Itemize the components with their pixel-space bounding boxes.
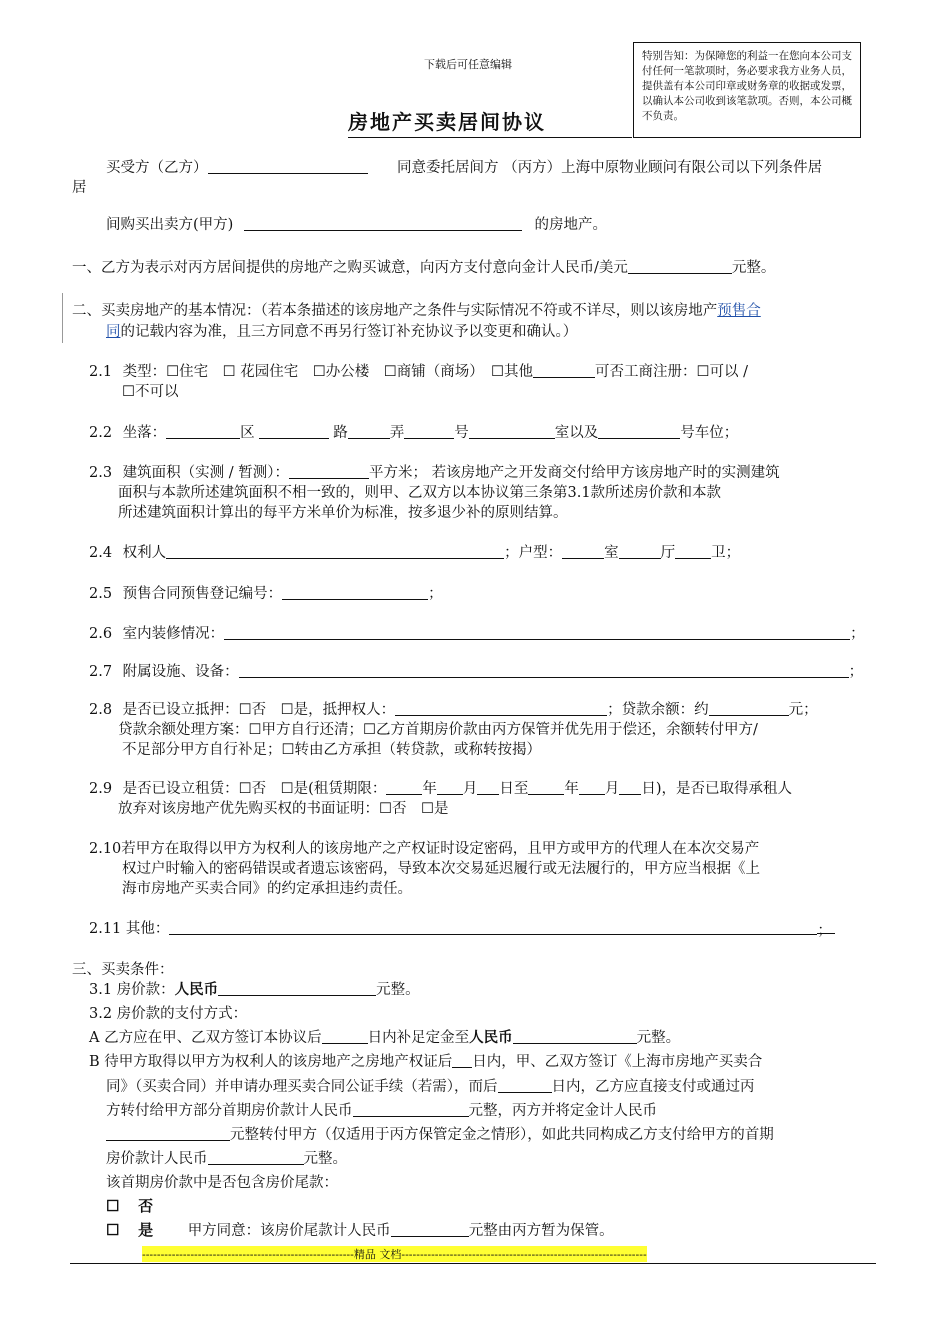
- loan-balance-unit: 元；: [788, 702, 818, 718]
- section-1-text: 一、乙方为表示对丙方居间提供的房地产之购买诚意，向丙方支付意向金计人民币/美元: [72, 260, 628, 276]
- clause-b-text-4: 日内，乙方应直接支付或通过丙: [551, 1079, 755, 1095]
- halls-label: 厅: [660, 545, 676, 561]
- item-2-11-end: ；: [817, 919, 835, 934]
- item-2-1-number: 2.1: [89, 364, 113, 380]
- price-blank[interactable]: [218, 981, 376, 996]
- district-label: 区: [240, 425, 255, 441]
- location-label: 坐落：: [122, 425, 167, 441]
- clause-a-unit: 元整。: [636, 1030, 681, 1046]
- clause-a: [89, 1026, 680, 1047]
- option-no[interactable]: [106, 1195, 153, 1216]
- clause-b-line-5: [106, 1147, 347, 1168]
- option-no-label: 否: [138, 1197, 154, 1215]
- item-2-6-end: ；: [850, 626, 865, 642]
- title-underline: [348, 137, 632, 138]
- checkbox-no[interactable]: ☐: [106, 1197, 120, 1215]
- item-2-7-end: ；: [848, 664, 864, 680]
- lease-end-day-blank[interactable]: [619, 780, 641, 795]
- road-label: 路: [333, 425, 348, 441]
- lease-options[interactable]: 是否已设立租赁：☐否 ☐是(租赁期限：: [122, 781, 387, 797]
- buyer-label: 买受方（乙方）: [106, 160, 208, 176]
- first-payment-blank[interactable]: [208, 1150, 304, 1165]
- item-2-8-number: 2.8: [89, 702, 113, 718]
- lane-blank[interactable]: [348, 424, 390, 439]
- password-text-2: 权过户时输入的密码错误或者遗忘该密码，导致本次交易延迟履行或无法履行的，甲方应当根据《上: [122, 861, 760, 877]
- tail-payment-question: 该首期房价款中是否包含房价尾款：: [106, 1175, 338, 1191]
- item-2-10: [89, 837, 759, 858]
- notice-box: 特别告知：为保障您的利益一在您向本公司支付任何一笔款项时，务必要求我方业务人员，提供盖有本公司印章或财务章的收据或发票，以确认本公司收到该笔款项。否则，本公司概不负责。: [633, 42, 861, 138]
- rmb-label-a: 人民币: [469, 1029, 513, 1046]
- presale-registration-blank[interactable]: [282, 585, 428, 600]
- buyer-blank[interactable]: [208, 159, 368, 174]
- section-3-heading: 三、买卖条件：: [72, 962, 174, 978]
- item-2-4-number: 2.4: [89, 545, 113, 561]
- section-2-line-1: [72, 299, 761, 320]
- item-2-2: [89, 421, 738, 442]
- clause-b-text-8: 房价款计人民币: [106, 1151, 208, 1167]
- decoration-label: 室内装修情况：: [122, 626, 225, 642]
- item-2-6-number: 2.6: [89, 626, 113, 642]
- month-label-1: 月: [462, 781, 478, 797]
- clause-b-line-3: [106, 1099, 657, 1120]
- day-to-label: 日至: [499, 781, 529, 797]
- other-blank[interactable]: [169, 920, 817, 935]
- clause-3-2: 3.2 房价款的支付方式：: [89, 1006, 248, 1022]
- option-yes-text: 甲方同意：该房价尾款计人民币: [187, 1223, 391, 1239]
- clause-a-text-2: 日内补足定金至: [367, 1030, 470, 1046]
- lease-start-year-blank[interactable]: [386, 780, 422, 795]
- presale-contract-link-2[interactable]: 同: [106, 324, 121, 340]
- clause-b-text-7: 元整转付甲方（仅适用于丙方保管定金之情形），如此共同构成乙方支付给甲方的首期: [230, 1127, 774, 1143]
- area-blank[interactable]: [289, 464, 369, 479]
- deposit-blank[interactable]: [628, 259, 732, 274]
- loan-plan-options-2[interactable]: 不足部分甲方自行补足；☐转由乙方承担（转贷款，或称转按揭）: [122, 742, 541, 758]
- clause-b-text-6: 元整，丙方并将定金计人民币: [468, 1103, 657, 1119]
- password-text-3: 海市房地产买卖合同》的约定承担违约责任。: [122, 881, 412, 897]
- loan-balance-label: ；贷款余额：约: [607, 702, 709, 718]
- option-yes-suffix: 元整由丙方暂为保管。: [468, 1223, 614, 1239]
- section-1-suffix: 元整。: [731, 260, 776, 276]
- item-2-3-number: 2.3: [89, 465, 113, 481]
- facilities-blank[interactable]: [239, 663, 849, 678]
- item-2-11: [89, 917, 835, 938]
- seller-suffix: 的房地产。: [534, 217, 608, 233]
- price-unit: 元整。: [376, 982, 420, 998]
- section-1: [72, 256, 775, 277]
- tail-amount-blank[interactable]: [391, 1222, 469, 1237]
- presale-contract-link-1[interactable]: 预售合: [717, 303, 761, 319]
- clause-a-text: A 乙方应在甲、乙双方签订本协议后: [89, 1030, 322, 1046]
- number-blank[interactable]: [404, 424, 454, 439]
- other-label: 2.11 其他：: [89, 921, 170, 937]
- lane-label: 弄: [389, 425, 405, 441]
- lease-start-month-blank[interactable]: [437, 780, 463, 795]
- item-2-7-number: 2.7: [89, 664, 113, 680]
- not-registrable-option[interactable]: ☐不可以: [122, 384, 179, 400]
- agree-text: 同意委托居间方 （丙方）上海中原物业顾问有限公司以下列条件居: [397, 160, 823, 176]
- layout-label: ；户型：: [504, 545, 563, 561]
- area-text-3: 所述建筑面积计算出的每平方米单价为标准，按多退少补的原则结算。: [118, 505, 568, 521]
- property-type-options[interactable]: 类型：☐住宅 ☐ 花园住宅 ☐办公楼 ☐商铺（商场） ☐其他: [122, 364, 534, 380]
- loan-balance-blank[interactable]: [709, 701, 789, 716]
- item-2-6: [89, 622, 865, 643]
- presale-registration-label: 预售合同预售登记编号：: [122, 586, 283, 602]
- mortgage-options[interactable]: 是否已设立抵押：☐否 ☐是，抵押权人：: [122, 702, 396, 718]
- seller-blank[interactable]: [244, 216, 522, 231]
- intro-line-1: [106, 156, 368, 177]
- clause-b-line-2: [106, 1075, 755, 1096]
- footer-label: 精品 文档: [353, 1248, 402, 1261]
- contract-days-blank[interactable]: [452, 1053, 472, 1068]
- price-label: 3.1 房价款：: [89, 982, 175, 998]
- intro-wrap-char: 居: [72, 180, 87, 196]
- lease-tenant-text: 日)，是否已取得承租人: [641, 781, 792, 797]
- section-2-text: 二、买卖房地产的基本情况：（若本条描述的该房地产之条件与实际情况不符或不详尽，则以该房地产: [72, 303, 718, 319]
- clause-b-text-5: 方转付给甲方部分首期房价款计人民币: [106, 1103, 353, 1119]
- parking-blank[interactable]: [598, 424, 680, 439]
- road-blank[interactable]: [259, 424, 329, 439]
- item-2-9: [89, 777, 792, 798]
- rmb-label: 人民币: [174, 981, 219, 998]
- item-2-5-number: 2.5: [89, 586, 113, 602]
- deposit-amount-blank[interactable]: [513, 1029, 637, 1044]
- item-2-5: [89, 582, 443, 603]
- clause-b-text-1: B 待甲方取得以甲方为权利人的该房地产之房地产权证后: [89, 1054, 453, 1070]
- facilities-label: 附属设施、设备：: [122, 664, 239, 680]
- download-note: 下载后可任意编辑: [424, 58, 512, 71]
- checkbox-yes[interactable]: ☐: [106, 1221, 120, 1239]
- room-blank[interactable]: [469, 424, 555, 439]
- clause-b-text-3: 同》（买卖合同）并申请办理买卖合同公证手续（若需），而后: [106, 1079, 498, 1095]
- section-2-line-2: [106, 320, 577, 341]
- password-text-1: 若甲方在取得以甲方为权利人的该房地产之产权证时设定密码，且甲方或甲方的代理人在本次交易产: [121, 841, 760, 857]
- item-2-7: [89, 660, 863, 681]
- section-2-text-2: 的记载内容为准，且三方同意不再另行签订补充协议予以变更和确认。）: [120, 324, 578, 340]
- seller-prefix: 间购买出卖方(甲方): [106, 217, 234, 233]
- item-2-10-number: 2.10: [89, 841, 122, 857]
- deposit-transfer-blank[interactable]: [106, 1126, 230, 1141]
- loan-plan-options[interactable]: 贷款余额处理方案：☐甲方自行还清；☐乙方首期房价款由丙方保管并优先用于偿还，余额转付甲方/: [118, 722, 758, 738]
- owner-label: 权利人: [122, 545, 167, 561]
- parking-label: 号车位；: [680, 425, 739, 441]
- area-text-2: 面积与本款所述建筑面积不相一致的，则甲、乙双方以本协议第三条第3.1款所述房价款和本款: [118, 485, 722, 501]
- document-title: 房地产买卖居间协议: [348, 110, 546, 134]
- owner-blank[interactable]: [166, 544, 504, 559]
- district-blank[interactable]: [166, 424, 240, 439]
- baths-blank[interactable]: [675, 544, 711, 559]
- footer-dashes-right: ------------------------------------------------------------------: [401, 1248, 647, 1261]
- option-yes-label: 是: [138, 1221, 154, 1239]
- footer-banner: [142, 1246, 647, 1262]
- lease-end-month-blank[interactable]: [579, 780, 605, 795]
- item-2-1: [89, 360, 748, 381]
- footer-dashes-left: ---------------------------------------------------------: [142, 1248, 354, 1261]
- partial-payment-blank[interactable]: [353, 1102, 469, 1117]
- rooms-label: 室: [604, 545, 619, 561]
- other-type-blank[interactable]: [533, 363, 595, 378]
- deposit-days-blank[interactable]: [322, 1029, 368, 1044]
- year-label-2: 年: [564, 781, 579, 797]
- area-text-1: 平方米； 若该房地产之开发商交付给甲方该房地产时的实测建筑: [369, 465, 780, 481]
- rooms-blank[interactable]: [562, 544, 604, 559]
- item-2-5-end: ；: [428, 586, 443, 602]
- number-label: 号: [454, 425, 469, 441]
- revision-gutter: [62, 293, 63, 343]
- clause-b-line-4: [106, 1123, 774, 1144]
- item-2-9-number: 2.9: [89, 781, 113, 797]
- area-label: 建筑面积（实测 / 暂测）：: [122, 465, 290, 481]
- clause-b-text-9: 元整。: [303, 1151, 347, 1167]
- clause-b-text-2: 日内，甲、乙双方签订《上海市房地产买卖合: [472, 1054, 763, 1070]
- month-label-2: 月: [604, 781, 620, 797]
- tenant-waiver-options[interactable]: 放弃对该房地产优先购买权的书面证明：☐否 ☐是: [118, 801, 449, 817]
- option-yes[interactable]: [106, 1219, 614, 1240]
- payment-days-blank[interactable]: [498, 1078, 552, 1093]
- baths-label: 卫；: [711, 545, 741, 561]
- commercial-registration-option[interactable]: 可否工商注册：☐可以 /: [595, 364, 749, 380]
- decoration-blank[interactable]: [224, 625, 850, 640]
- lease-start-day-blank[interactable]: [477, 780, 499, 795]
- item-2-4: [89, 541, 740, 562]
- item-2-2-number: 2.2: [89, 425, 113, 441]
- footer-rule: [70, 1263, 876, 1264]
- clause-3-1: [89, 978, 420, 999]
- year-label-1: 年: [422, 781, 437, 797]
- clause-b-line-1: [89, 1050, 762, 1071]
- item-2-3: [89, 461, 780, 482]
- lease-end-year-blank[interactable]: [528, 780, 564, 795]
- room-label: 室以及: [554, 425, 599, 441]
- intro-line-2: [106, 213, 607, 234]
- halls-blank[interactable]: [619, 544, 661, 559]
- item-2-8: [89, 698, 818, 719]
- mortgagee-blank[interactable]: [395, 701, 607, 716]
